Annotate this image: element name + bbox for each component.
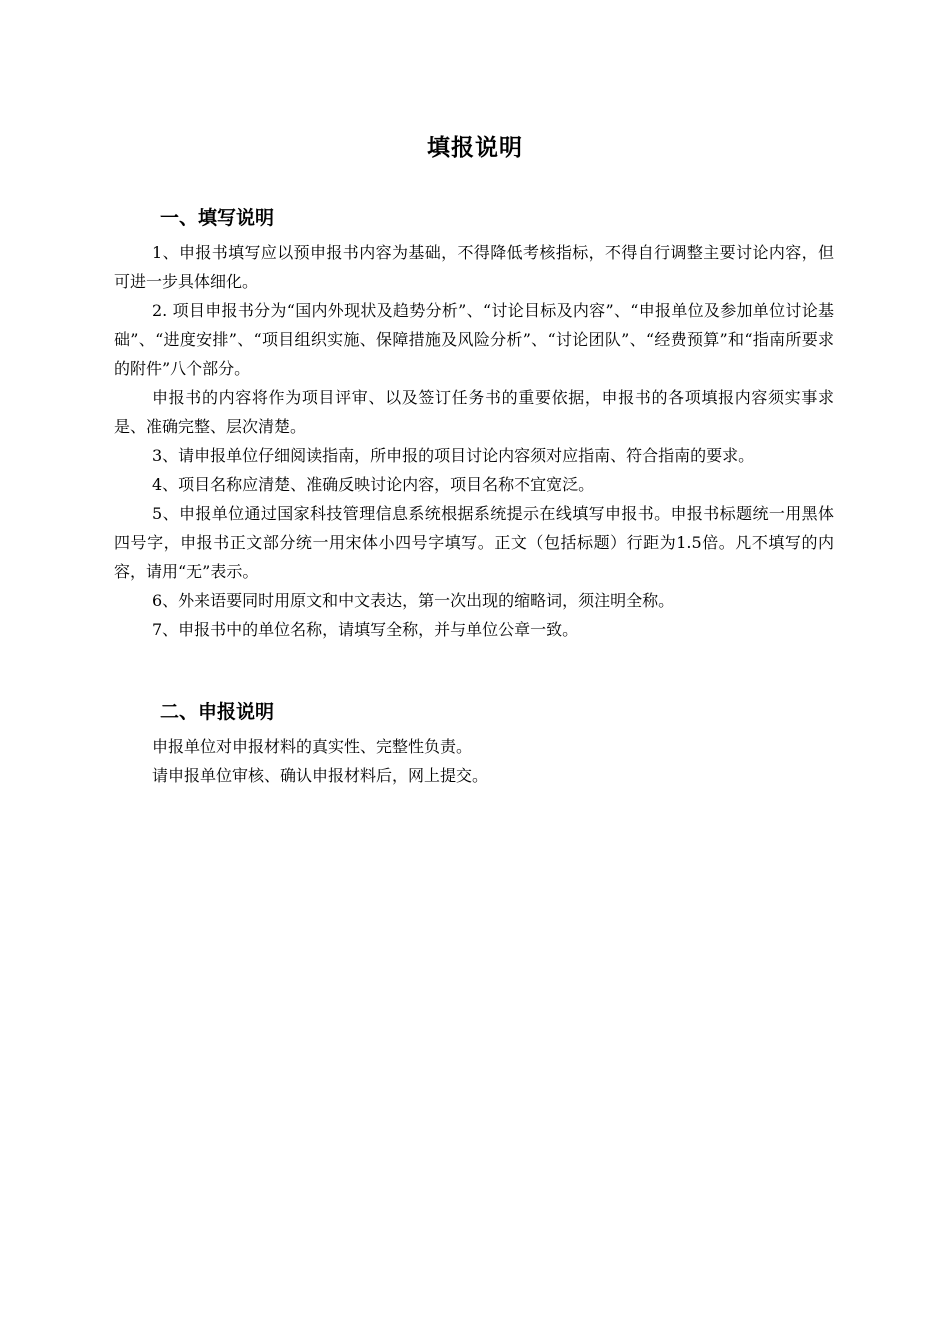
section-heading-submission-instructions: 二、申报说明 [160, 701, 275, 723]
page-title: 填报说明 [427, 135, 523, 161]
paragraph: 申报单位对申报材料的真实性、完整性负责。 [152, 737, 473, 756]
paragraph: 2. 项目申报书分为“国内外现状及趋势分析”、“讨论目标及内容”、“申报单位及参加单位讨论基础”、“进度安排”、“项目组织实施、保障措施及风险分析”、“讨论团队”、“经费预算”和“指南所要求的附件”八个部分。 [114, 301, 834, 378]
paragraph: 1、申报书填写应以预申报书内容为基础，不得降低考核指标，不得自行调整主要讨论内容，但可进一步具体细化。 [114, 243, 834, 291]
paragraph: 申报书的内容将作为项目评审、以及签订任务书的重要依据，申报书的各项填报内容须实事求是、准确完整、层次清楚。 [114, 388, 834, 436]
paragraph: 请申报单位审核、确认申报材料后，网上提交。 [152, 766, 489, 785]
paragraph: 4、项目名称应清楚、准确反映讨论内容，项目名称不宜宽泛。 [152, 475, 595, 494]
paragraph: 6、外来语要同时用原文和中文表达，第一次出现的缩略词，须注明全称。 [152, 591, 675, 610]
section-body-submission-instructions [114, 732, 834, 790]
section-heading-fill-instructions: 一、填写说明 [160, 207, 275, 229]
paragraph: 3、请申报单位仔细阅读指南，所申报的项目讨论内容须对应指南、符合指南的要求。 [152, 446, 755, 465]
paragraph: 7、申报书中的单位名称，请填写全称，并与单位公章一致。 [152, 620, 579, 639]
section-body-fill-instructions [114, 238, 834, 644]
paragraph: 5、申报单位通过国家科技管理信息系统根据系统提示在线填写申报书。申报书标题统一用黑体四号字，申报书正文部分统一用宋体小四号字填写。正文（包括标题）行距为1.5倍。凡不填写的内容，请用“无”表示。 [114, 504, 834, 581]
